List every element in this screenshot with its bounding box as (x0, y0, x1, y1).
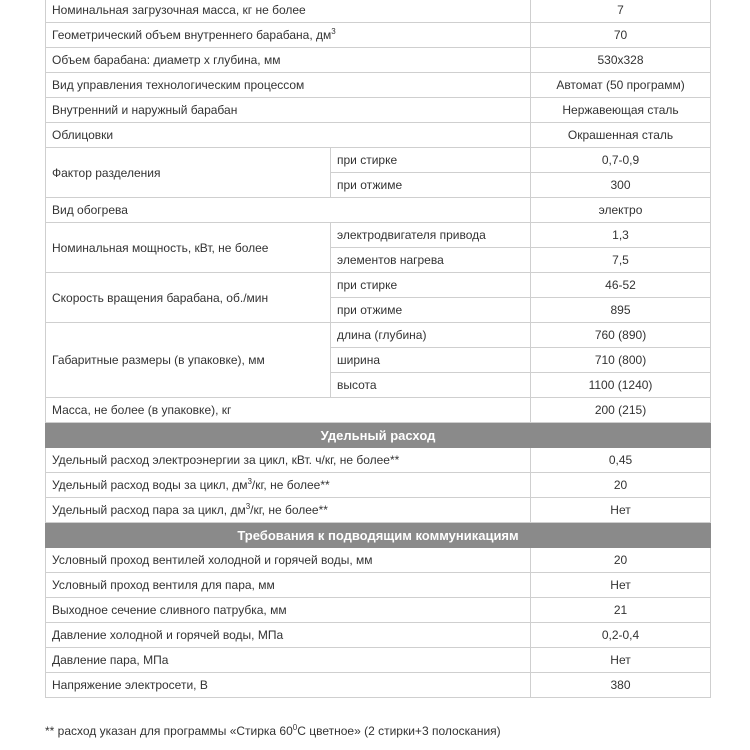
table-row (46, 198, 711, 223)
row-label-text: Условный проход вентиля для пара, мм (52, 578, 275, 592)
table-row (46, 648, 711, 673)
section-header: Требования к подводящим коммуникациям (46, 523, 711, 548)
row-label (46, 223, 331, 273)
row-value: 710 (800) (531, 348, 711, 373)
row-sublabel: длина (глубина) (331, 323, 531, 348)
row-label-superscript: 3 (331, 27, 336, 36)
row-label-text: Габаритные размеры (в упаковке), мм (52, 353, 265, 367)
row-value: 7 (531, 0, 711, 23)
row-sublabel: электродвигателя привода (331, 223, 531, 248)
row-label (46, 623, 531, 648)
table-row (46, 73, 711, 98)
row-label-text: Фактор разделения (52, 165, 161, 180)
footnote (45, 724, 501, 738)
row-label-text: Условный проход вентилей холодной и горячей воды, мм (52, 553, 373, 567)
row-label-text: Выходное сечение сливного патрубка, мм (52, 603, 287, 617)
row-label-text: Номинальная мощность, кВт, не более (52, 240, 269, 255)
row-label-text: Номинальная загрузочная масса, кг не более (52, 3, 306, 17)
row-label (46, 648, 531, 673)
table-row (46, 273, 711, 298)
row-label (46, 323, 331, 398)
row-sublabel: при стирке (331, 273, 531, 298)
row-label (46, 23, 531, 48)
row-value: Окрашенная сталь (531, 123, 711, 148)
table-row (46, 223, 711, 248)
row-label-text: Давление холодной и горячей воды, МПа (52, 628, 284, 642)
row-label (46, 398, 531, 423)
table-row (46, 123, 711, 148)
table-row (46, 448, 711, 473)
table-row (46, 98, 711, 123)
row-value: 0,2-0,4 (531, 623, 711, 648)
row-label-text: Облицовки (52, 128, 114, 142)
footnote-text-end: С цветное» (2 стирки+3 полоскания) (297, 724, 501, 738)
row-label (46, 448, 531, 473)
table-row (46, 323, 711, 348)
row-label (46, 148, 331, 198)
row-label-text: Вид управления технологическим процессом (52, 78, 305, 92)
row-value: 530x328 (531, 48, 711, 73)
row-label-text: Удельный расход пара за цикл, дм (52, 503, 246, 517)
row-value: 46-52 (531, 273, 711, 298)
row-label (46, 123, 531, 148)
row-value: 21 (531, 598, 711, 623)
row-label (46, 48, 531, 73)
row-label (46, 598, 531, 623)
row-value: 760 (890) (531, 323, 711, 348)
row-value: 0,7-0,9 (531, 148, 711, 173)
row-label-superscript: 3 (245, 502, 251, 511)
row-label-text: Скорость вращения барабана, об./мин (52, 290, 269, 305)
row-value: Нет (531, 648, 711, 673)
row-sublabel: высота (331, 373, 531, 398)
row-label-text: Удельный расход воды за цикл, дм (52, 478, 248, 492)
row-label (46, 273, 331, 323)
section-header-row (46, 423, 711, 448)
row-value: 20 (531, 473, 711, 498)
row-label-text: Удельный расход электроэнергии за цикл, кВт. ч/кг, не более** (52, 453, 400, 467)
row-value: Нержавеющая сталь (531, 98, 711, 123)
row-label (46, 573, 531, 598)
row-value: Нет (531, 573, 711, 598)
row-value: 380 (531, 673, 711, 698)
row-value: 300 (531, 173, 711, 198)
table-row (46, 148, 711, 173)
spec-table (45, 0, 711, 698)
section-header-row (46, 523, 711, 548)
row-value: Нет (531, 498, 711, 523)
table-row (46, 598, 711, 623)
row-sublabel: при отжиме (331, 298, 531, 323)
row-value: 1,3 (531, 223, 711, 248)
row-label (46, 73, 531, 98)
row-label (46, 198, 531, 223)
table-row (46, 498, 711, 523)
row-label-text: Объем барабана: диаметр x глубина, мм (52, 53, 281, 67)
row-label-text-end: /кг, не более** (250, 503, 328, 517)
table-row (46, 473, 711, 498)
row-label (46, 498, 531, 523)
row-value: 895 (531, 298, 711, 323)
footnote-text: ** расход указан для программы «Стирка 60 (45, 724, 293, 738)
row-sublabel: при отжиме (331, 173, 531, 198)
row-sublabel: ширина (331, 348, 531, 373)
row-label (46, 673, 531, 698)
row-label-text: Вид обогрева (52, 203, 128, 217)
row-label-text: Напряжение электросети, В (52, 678, 208, 692)
table-row (46, 48, 711, 73)
row-label-text: Масса, не более (в упаковке), кг (52, 403, 232, 417)
row-label-text: Давление пара, МПа (52, 653, 169, 667)
footnote-degree: 0 (292, 723, 298, 732)
section-header: Удельный расход (46, 423, 711, 448)
table-row (46, 23, 711, 48)
row-label-text: Внутренний и наружный барабан (52, 103, 238, 117)
spec-table-body (46, 0, 711, 698)
row-label (46, 548, 531, 573)
row-value: 20 (531, 548, 711, 573)
row-label (46, 0, 531, 23)
row-value: 7,5 (531, 248, 711, 273)
row-label-superscript: 3 (247, 477, 252, 486)
table-row (46, 573, 711, 598)
row-value: 200 (215) (531, 398, 711, 423)
table-row (46, 398, 711, 423)
table-row (46, 673, 711, 698)
row-sublabel: элементов нагрева (331, 248, 531, 273)
row-value: Автомат (50 программ) (531, 73, 711, 98)
row-label-text-end: /кг, не более** (251, 478, 330, 492)
row-label (46, 98, 531, 123)
row-value: 0,45 (531, 448, 711, 473)
table-row (46, 548, 711, 573)
table-row (46, 0, 711, 23)
row-value: 70 (531, 23, 711, 48)
row-value: 1100 (1240) (531, 373, 711, 398)
table-row (46, 623, 711, 648)
row-sublabel: при стирке (331, 148, 531, 173)
row-label (46, 473, 531, 498)
row-value: электро (531, 198, 711, 223)
row-label-text: Геометрический объем внутреннего барабана, дм (52, 28, 332, 42)
